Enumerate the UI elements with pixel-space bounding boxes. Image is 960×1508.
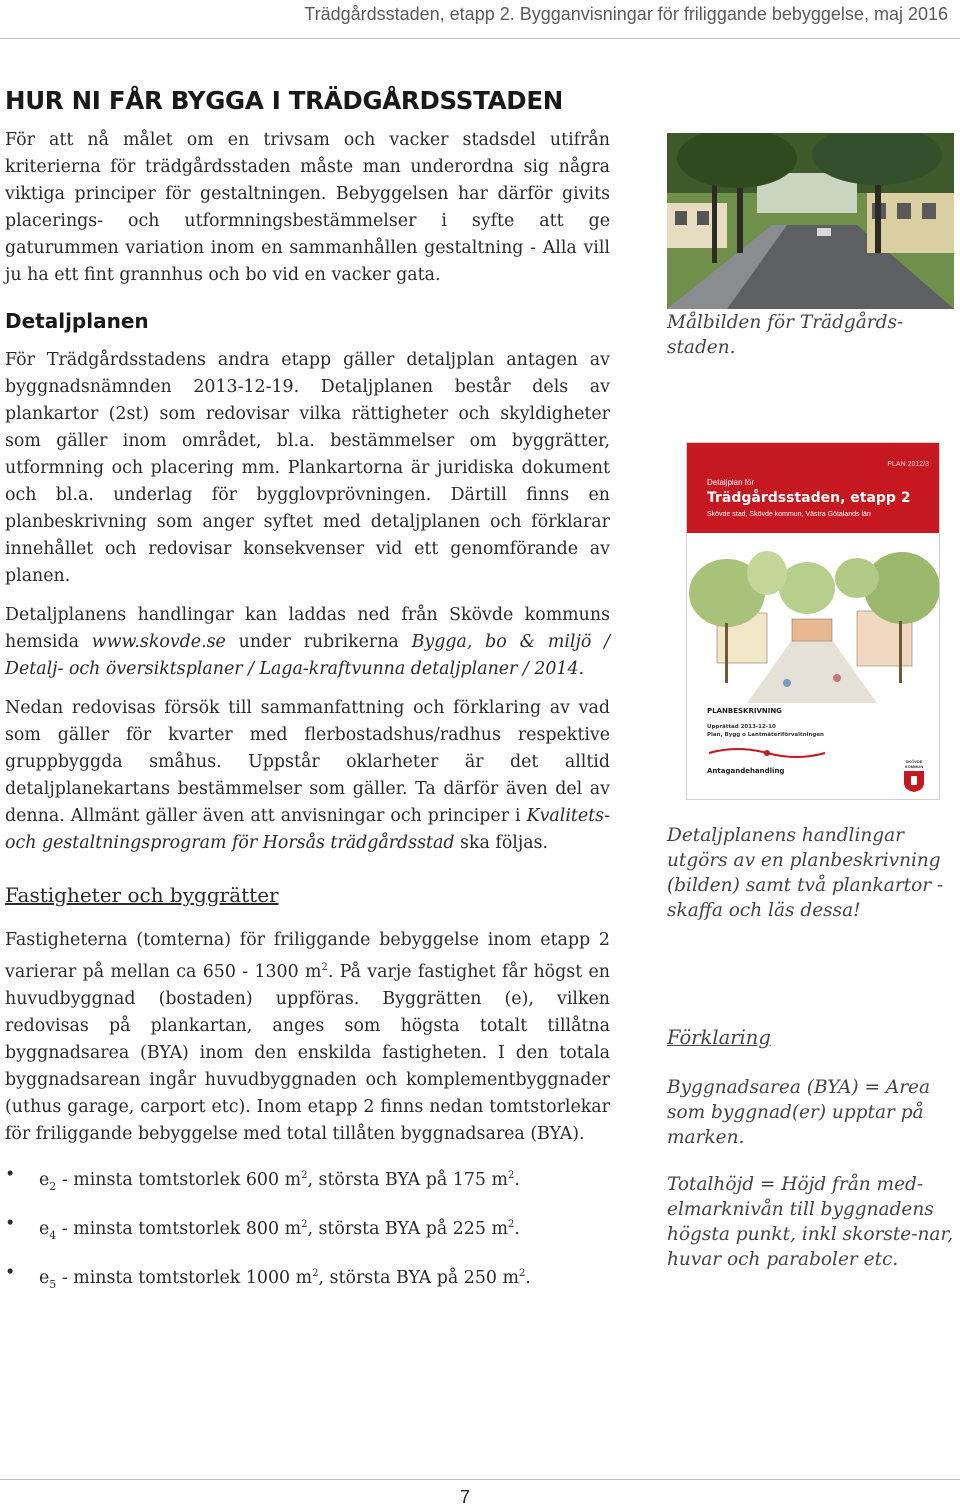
forklaring-heading: Förklaring — [667, 1026, 771, 1049]
process-arrows — [707, 743, 827, 761]
photo-caption: Målbilden för Trädgårds-staden. — [667, 312, 904, 358]
intro-paragraph: För att nå målet om en trivsam och vacker stadsdel utifrån kriterierna för trädgårdsstaden måste man underordna sig några viktiga principer för gestaltningen. Bebyggelsen har därför givits placerings- och utformningsbestämmelser i syfte att ge gaturummen variation inom en sammanhållen gestaltning - Alla vill ju ha ett fint grannhus och bo vid en vacker gata. — [5, 130, 610, 285]
detaljplan-paragraph-3: Nedan redovisas försök till sammanfattning och förklaring av vad som gäller för kvarter med flerbostadshus/radhus respektive gruppbyggda småhus. Uppstår oklarheter är det alltid detaljplanekartans bestämmelser som gäller. Ta därför även del av denna. Allmänt gäller även att anvisningar och principer i Kvalitets- och gestaltningsprogram för Horsås trädgårdsstad ska följas. — [5, 698, 610, 853]
municipality-logo: SKÖVDE KOMMUN — [901, 759, 927, 797]
fastigheter-paragraph: Fastigheterna (tomterna) för friliggande bebyggelse inom etapp 2 varierar på mellan ca 650 - 1300 $m^2$. På varje fastighet får högst en huvudbyggnad (bostaden) uppföras. Byggrätten (e), vilken redovisas på plankartan, anges som högsta totalt tillåtna byggnadsarea (BYA) inom den enskilda fastigheten. I den totala byggnadsarean ingår huvudbyggnaden och komplementbyggnader (uthus garage, carport etc). Inom etapp 2 finns nedan tomtstorlekar för friliggande bebyggelse med total tillåten byggnadsarea (BYA). — [5, 930, 610, 1144]
cover-caption: Detaljplanens handlingar utgörs av en planbeskrivning (bilden) samt två plankartor - skaffa och läs dessa! — [667, 825, 944, 921]
running-title: Trädgårdsstaden, etapp 2. Bygganvisningar för friliggande bebyggelse, maj 2016 — [304, 4, 948, 24]
list-item: • $e_2$ - minsta tomtstorlek 600 $m^2$, största BYA på 175 $m^2$. — [5, 1162, 610, 1200]
cover-sketch — [687, 533, 939, 703]
page-heading: HUR NI FÅR BYGGA I TRÄDGÅRDSSTADEN — [5, 86, 563, 115]
skovde-crest-icon — [901, 769, 927, 793]
detaljplan-paragraph-2: Detaljplanens handlingar kan laddas ned från Skövde kommuns hemsida www.skovde.se under rubrikerna Bygga, bo & miljö / Detalj- och översiktsplaner / Laga-kraftvunna detaljplaner / 2014. — [5, 605, 610, 679]
header-bar — [0, 0, 960, 39]
page-number: 7 — [459, 1487, 470, 1507]
detaljplan-heading: Detaljplanen — [5, 309, 149, 333]
planbeskrivning-cover — [686, 442, 940, 800]
detaljplan-paragraph-1: För Trädgårdsstadens andra etapp gäller detaljplan antagen av byggnadsnämnden 2013-12-19. Detaljplanen består dels av plankartor (2st) som redovisar vilka rättigheter och skyldigheter som gäller inom området, bl.a. bestämmelser om byggrätter, utformning och placering mm. Plankartorna är juridiska dokument och bl.a. underlag för bygglovprövningen. Därtill finns en planbeskrivning som anger syftet med detaljplanen och förklarar innehållet och redovisar konsekvenser vid ett genomförande av planen. — [5, 350, 610, 586]
fastigheter-heading: Fastigheter och byggrätter — [5, 883, 279, 907]
cover-details: PLANBESKRIVNING Upprättad 2013-12-10 Plan, Bygg o Lantmäteriförvaltningen Antagandehandling — [707, 707, 919, 775]
forklaring-bya: Byggnadsarea (BYA) = Area som byggnad(er) upptar på marken. — [667, 1077, 931, 1148]
lot-size-list — [5, 1162, 610, 1298]
list-item: • $e_4$ - minsta tomtstorlek 800 $m^2$, största BYA på 225 $m^2$. — [5, 1211, 610, 1249]
street-photo — [667, 133, 954, 309]
cover-header: PLAN 2012/3 Detaljplan för Trädgårdsstaden, etapp 2 Skövde stad, Skövde kommun, Västra Götalands län — [687, 443, 939, 533]
program-title: Kvalitets- och gestaltningsprogram för Horsås trädgårdsstad — [5, 806, 610, 853]
list-item: • $e_5$ - minsta tomtstorlek 1000 $m^2$, största BYA på 250 $m^2$. — [5, 1260, 610, 1298]
forklaring-totalhojd: Totalhöjd = Höjd från med-elmarknivån till byggnadens högsta punkt, inkl skorste-nar, huvar och paraboler etc. — [667, 1174, 954, 1270]
skovde-link[interactable]: www.skovde.se — [91, 632, 226, 652]
footer-divider — [0, 1479, 960, 1480]
website-path: Bygga, bo & miljö / Detalj- och översiktsplaner / Laga-kraftvunna detaljplaner / 2014. — [5, 632, 610, 679]
main-column — [5, 86, 610, 1309]
